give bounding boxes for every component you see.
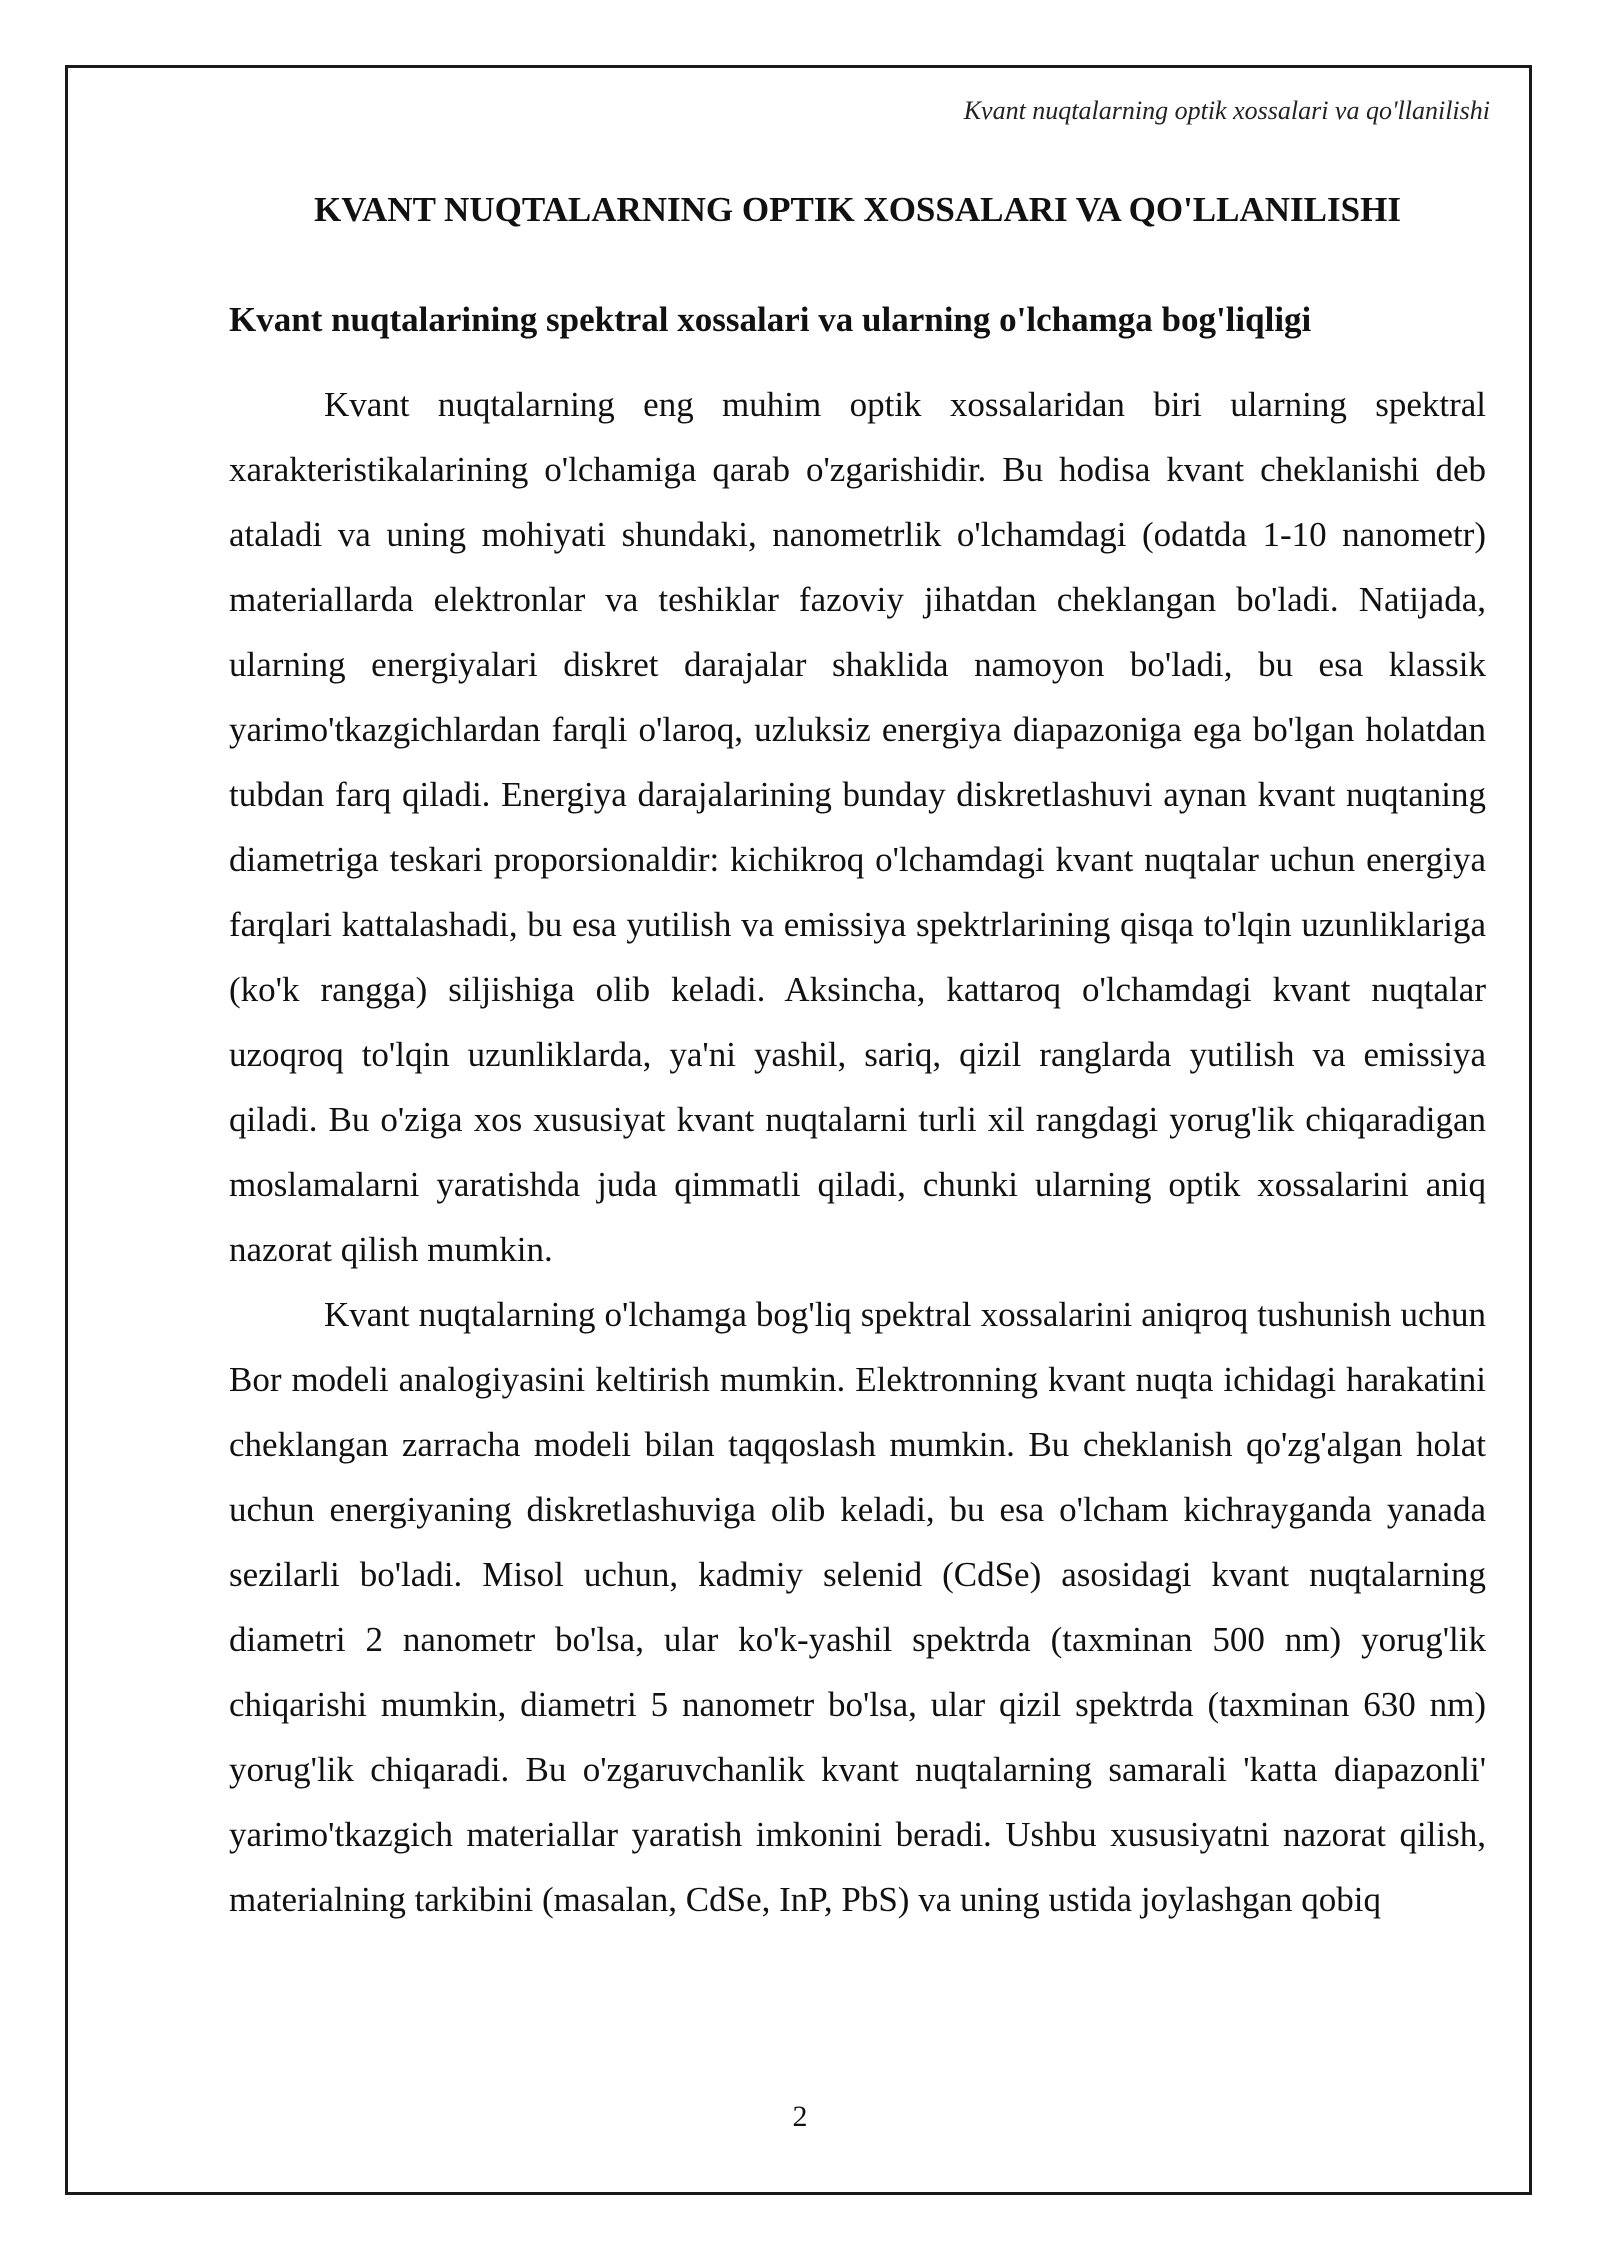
paragraph: Kvant nuqtalarning o'lchamga bog'liq spektral xossalarini aniqroq tushunish uchun Bor modeli analogiyasini keltirish mumkin. Elektronning kvant nuqta ichidagi harakatini cheklangan zarracha modeli bilan taqqoslash mumkin. Bu cheklanish qo'zg'algan holat uchun energiyaning diskretlashuviga olib keladi, bu esa o'lcham kichrayganda yanada sezilarli bo'ladi. Misol uchun, kadmiy selenid (CdSe) asosidagi kvant nuqtalarning diametri 2 nanometr bo'lsa, ular ko'k-yashil spektrda (taxminan 500 nm) yorug'lik chiqarishi mumkin, diametri 5 nanometr bo'lsa, ular qizil spektrda (taxminan 630 nm) yorug'lik chiqaradi. Bu o'zgaruvchanlik kvant nuqtalarning samarali 'katta diapazonli' yarimo'tkazgich materiallar yaratish imkonini beradi. Ushbu xususiyatni nazorat qilish, materialning tarkibini (masalan, CdSe, InP, PbS) va uning ustida joylashgan qobiq <box>229 1295 1486 1919</box>
document-title: KVANT NUQTALARNING OPTIK XOSSALARI VA QO'LLANILISHI <box>314 190 1401 229</box>
section-heading: Kvant nuqtalarining spektral xossalari va ularning o'lchamga bog'liqligi <box>229 300 1312 339</box>
body-text <box>229 372 1486 1932</box>
running-header: Kvant nuqtalarning optik xossalari va qo'llanilishi <box>963 96 1490 125</box>
paragraph: Kvant nuqtalarning eng muhim optik xossalaridan biri ularning spektral xarakteristikalarining o'lchamiga qarab o'zgarishidir. Bu hodisa kvant cheklanishi deb ataladi va uning mohiyati shundaki, nanometrlik o'lchamdagi (odatda 1-10 nanometr) materiallarda elektronlar va teshiklar fazoviy jihatdan cheklangan bo'ladi. Natijada, ularning energiyalari diskret darajalar shaklida namoyon bo'ladi, bu esa klassik yarimo'tkazgichlardan farqli o'laroq, uzluksiz energiya diapazoniga ega bo'lgan holatdan tubdan farq qiladi. Energiya darajalarining bunday diskretlashuvi aynan kvant nuqtaning diametriga teskari proporsionaldir: kichikroq o'lchamdagi kvant nuqtalar uchun energiya farqlari kattalashadi, bu esa yutilish va emissiya spektrlarining qisqa to'lqin uzunliklariga (ko'k rangga) siljishiga olib keladi. Aksincha, kattaroq o'lchamdagi kvant nuqtalar uzoqroq to'lqin uzunliklarda, ya'ni yashil, sariq, qizil ranglarda yutilish va emissiya qiladi. Bu o'ziga xos xususiyat kvant nuqtalarni turli xil rangdagi yorug'lik chiqaradigan moslamalarni yaratishda juda qimmatli qiladi, chunki ularning optik xossalarini aniq nazorat qilish mumkin. <box>229 385 1486 1269</box>
page-number: 2 <box>792 2100 808 2133</box>
